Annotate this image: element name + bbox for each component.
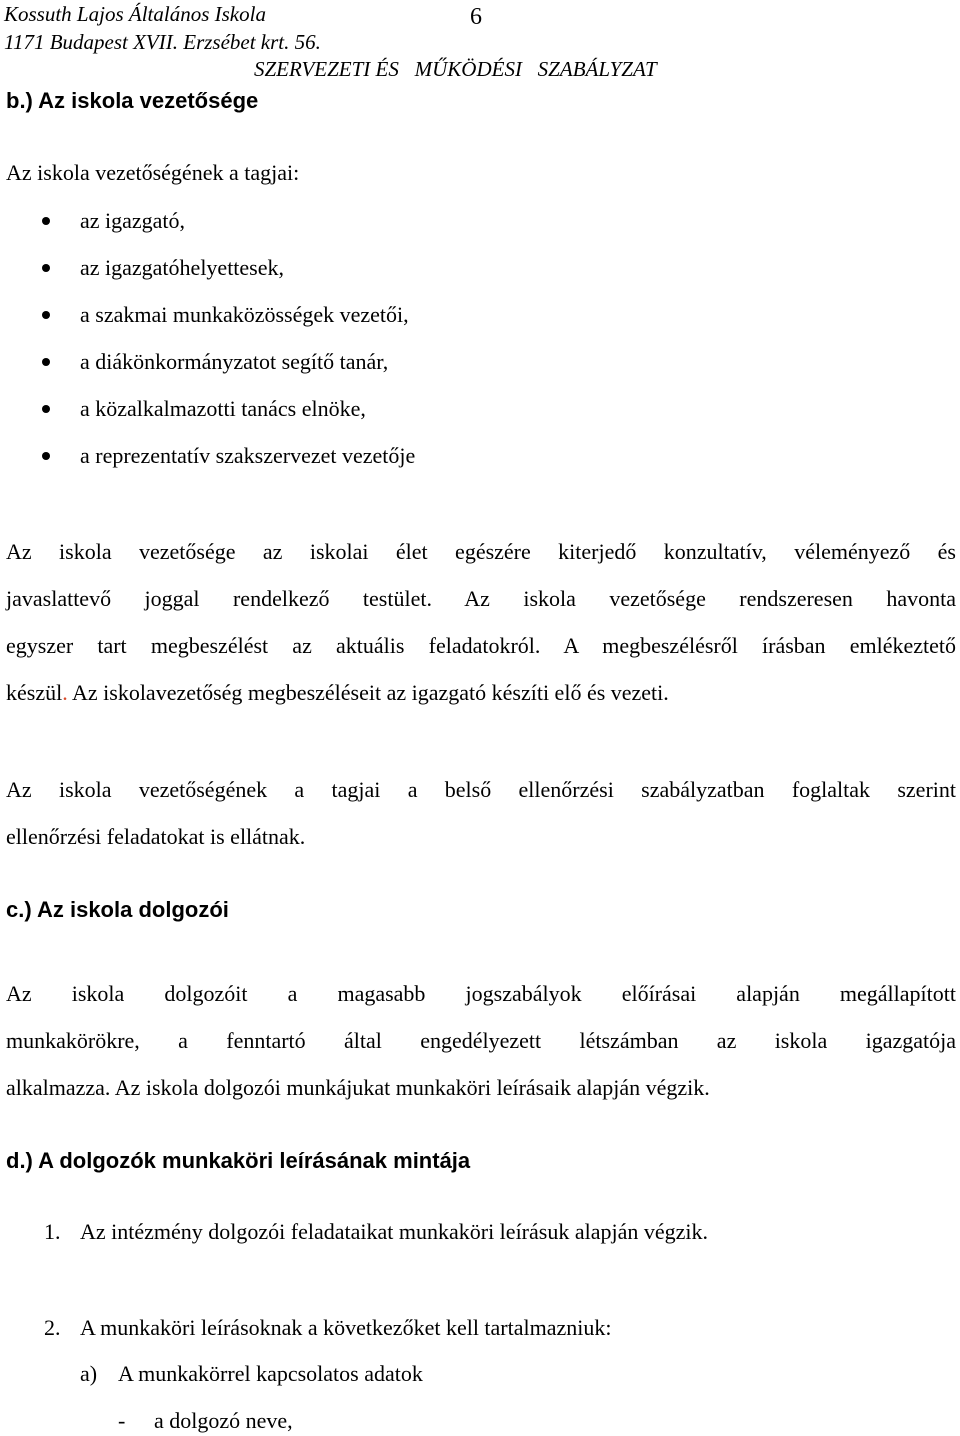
bullet-icon	[42, 358, 50, 366]
leadership-paragraph	[6, 528, 956, 716]
section-b-heading: b.) Az iskola vezetősége	[6, 88, 259, 113]
numbered-item-text: Az intézmény dolgozói feladataikat munkaköri leírásuk alapján végzik.	[80, 1219, 708, 1244]
bullet-icon	[42, 217, 50, 225]
paragraph-line	[6, 669, 956, 716]
section-d-heading: d.) A dolgozók munkaköri leírásának mintája	[6, 1148, 471, 1173]
sub-item-text: A munkakörrel kapcsolatos adatok	[118, 1361, 423, 1386]
section-b-intro: Az iskola vezetőségének a tagjai:	[6, 160, 300, 185]
line-suffix: Az iskolavezetőség megbeszéléseit az igazgató készíti elő és vezeti.	[67, 680, 669, 705]
numbered-item-text: A munkaköri leírásoknak a következőket kell tartalmazniuk:	[80, 1315, 612, 1340]
paragraph-line: Az iskola vezetőségének a tagjai a belső ellenőrzési szabályzatban foglaltak szerint	[6, 777, 956, 802]
list-item: az igazgatóhelyettesek,	[80, 255, 285, 280]
item-number: 2.	[44, 1315, 61, 1340]
list-item: a szakmai munkaközösségek vezetői,	[80, 302, 409, 327]
paragraph-line: Az iskola vezetősége az iskolai élet egészére kiterjedő konzultatív, véleményező és	[6, 539, 956, 564]
bullet-icon	[42, 452, 50, 460]
list-item: az igazgató,	[80, 208, 186, 233]
item-number: 1.	[44, 1219, 61, 1244]
list-item: a közalkalmazotti tanács elnöke,	[80, 396, 366, 421]
paragraph-line: Az iskola dolgozóit a magasabb jogszabályok előírásai alapján megállapított	[6, 981, 956, 1006]
list-item: a diákönkormányzatot segítő tanár,	[80, 349, 389, 374]
paragraph-line: munkakörökre, a fenntartó által engedélyezett létszámban az iskola igazgatója	[6, 1028, 956, 1053]
paragraph-line: ellenőrzési feladatokat is ellátnak.	[6, 824, 306, 849]
sub-item-label: a)	[80, 1361, 98, 1386]
bullet-icon	[42, 405, 50, 413]
bullet-icon	[42, 264, 50, 272]
line-prefix: készül	[6, 680, 63, 705]
dash-marker: -	[118, 1408, 126, 1433]
employees-paragraph	[6, 970, 956, 1111]
dash-item-text: a dolgozó neve,	[154, 1408, 293, 1433]
highlighted-period: .	[62, 680, 68, 705]
paragraph-line: javaslattevő joggal rendelkező testület. Az iskola vezetősége rendszeresen havonta	[6, 586, 956, 611]
paragraph-line: alkalmazza. Az iskola dolgozói munkájukat munkaköri leírásaik alapján végzik.	[6, 1075, 710, 1100]
bullet-icon	[42, 311, 50, 319]
control-paragraph	[6, 766, 956, 860]
list-item: a reprezentatív szakszervezet vezetője	[80, 443, 416, 468]
page-number: 6	[470, 4, 482, 30]
paragraph-line: egyszer tart megbeszélést az aktuális feladatokról. A megbeszélésről írásban emlékeztető	[6, 633, 956, 658]
section-c-heading: c.) Az iskola dolgozói	[6, 897, 229, 922]
document-title: SZERVEZETI ÉS MŰKÖDÉSI SZABÁLYZAT	[254, 57, 657, 81]
school-name: Kossuth Lajos Általános Iskola	[4, 2, 266, 26]
school-address: 1171 Budapest XVII. Erzsébet krt. 56.	[4, 30, 321, 54]
